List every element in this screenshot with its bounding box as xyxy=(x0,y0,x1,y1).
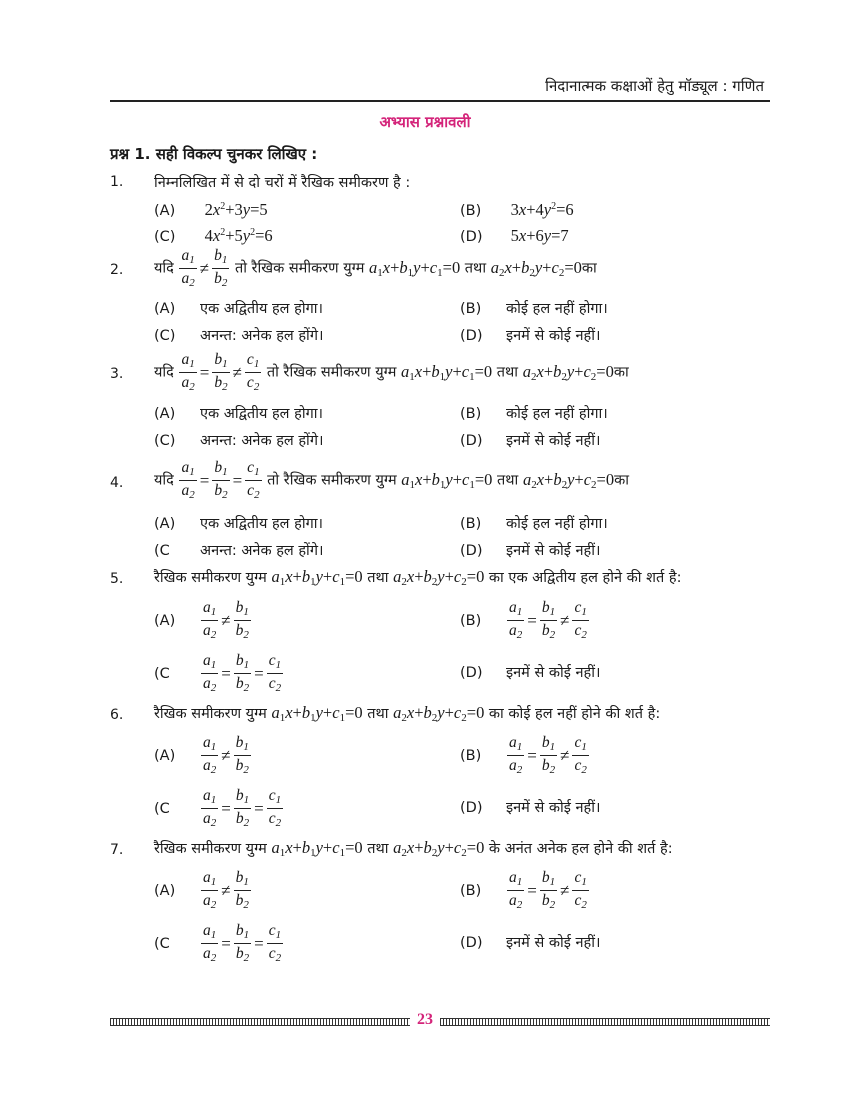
footer-ornament-right xyxy=(440,1018,770,1026)
option-c: (C $\frac{a_1}{a_2}$ = $\frac{b_1}{b_2}$ = $\frac{c_1}{c_2}$ xyxy=(154,787,282,829)
option-d: (D) इनमें से कोई नहीं। xyxy=(460,800,601,816)
option-d: (D) इनमें से कोई नहीं। xyxy=(460,665,601,681)
question-stem: रैखिक समीकरण युग्म $a_1x+b_1y+c_1=0$ तथा $a_2x+b_2y+c_2=0$ का एक अद्वितीय हल होने की शर्त है: xyxy=(154,567,682,588)
question-stem: रैखिक समीकरण युग्म $a_1x+b_1y+c_1=0$ तथा $a_2x+b_2y+c_2=0$ का कोई हल नहीं होने की शर्त है: xyxy=(154,703,661,724)
question-stem: यदि $\frac{a_1}{a_2}$ ≠ $\frac{b_1}{b_2}$ तो रैखिक समीकरण युग्म $a_1x+b_1y+c_1=0$ तथा $a_2x+b_2y+c_2=0का$ xyxy=(154,247,597,289)
section-title: अभ्यास प्रश्नावली xyxy=(379,113,471,131)
option-label: (B) xyxy=(460,203,482,219)
option-d: (D) इनमें से कोई नहीं। xyxy=(460,935,601,951)
page-header xyxy=(110,74,770,102)
option-b: (B) $\frac{a_1}{a_2}$ = $\frac{b_1}{b_2}$ ≠ $\frac{c_1}{c_2}$ xyxy=(460,599,587,641)
question-number: 3. xyxy=(110,366,124,382)
option-b: (B) $\frac{a_1}{a_2}$ = $\frac{b_1}{b_2}$ ≠ $\frac{c_1}{c_2}$ xyxy=(460,734,587,776)
option-c: (C) $4x^2+5y^2=6$ xyxy=(154,226,273,245)
header-text: निदानात्मक कक्षाओं हेतु मॉड्यूल : गणित xyxy=(545,77,764,95)
option-b: (B) कोई हल नहीं होगा। xyxy=(460,516,608,532)
question-stem: यदि $\frac{a_1}{a_2}$ = $\frac{b_1}{b_2}$ ≠ $\frac{c_1}{c_2}$ तो रैखिक समीकरण युग्म $a_1x+b_1y+c_1=0$ तथा $a_2x+b_2y+c_2=0का$ xyxy=(154,351,629,393)
option-label: (C) xyxy=(154,229,176,245)
question-number: 5. xyxy=(110,571,124,587)
question-number: 1. xyxy=(110,174,124,190)
option-a: (A) एक अद्वितीय हल होगा। xyxy=(154,406,323,422)
option-a: (A) $\frac{a_1}{a_2}$ ≠ $\frac{b_1}{b_2}$ xyxy=(154,869,249,911)
option-a: (A) $2x^2+3y=5$ xyxy=(154,200,268,219)
footer-ornament-left xyxy=(110,1018,410,1026)
option-d: (D) 5x+6y=7 xyxy=(460,226,569,245)
question-number: 6. xyxy=(110,707,124,723)
question-number: 2. xyxy=(110,262,124,278)
page-number: 23 xyxy=(417,1011,433,1028)
fraction: $\frac{a_1}{a_2}$ xyxy=(181,247,195,289)
question-number: 4. xyxy=(110,475,124,491)
question-stem: निम्नलिखित में से दो चरों में रैखिक समीकरण है : xyxy=(154,175,411,191)
option-a: (A) $\frac{a_1}{a_2}$ ≠ $\frac{b_1}{b_2}$ xyxy=(154,734,249,776)
question-stem: रैखिक समीकरण युग्म $a_1x+b_1y+c_1=0$ तथा $a_2x+b_2y+c_2=0$ के अनंत अनेक हल होने की शर्त है: xyxy=(154,838,673,859)
option-label: (A) xyxy=(154,203,176,219)
question-number: 7. xyxy=(110,842,124,858)
page-footer xyxy=(110,1013,770,1029)
option-a: (A) एक अद्वितीय हल होगा। xyxy=(154,516,323,532)
option-d: (D) इनमें से कोई नहीं। xyxy=(460,543,601,559)
fraction: $\frac{b_1}{b_2}$ xyxy=(214,247,228,289)
option-a: (A) एक अद्वितीय हल होगा। xyxy=(154,301,323,317)
option-c: (C) अनन्त: अनेक हल होंगे। xyxy=(154,433,324,449)
option-b: (B) कोई हल नहीं होगा। xyxy=(460,406,608,422)
question-stem: यदि $\frac{a_1}{a_2}$ = $\frac{b_1}{b_2}$ = $\frac{c_1}{c_2}$ तो रैखिक समीकरण युग्म $a_1x+b_1y+c_1=0$ तथा $a_2x+b_2y+c_2=0का$ xyxy=(154,459,630,501)
question-heading: प्रश्न 1. सही विकल्प चुनकर लिखिए : xyxy=(110,145,318,163)
option-d: (D) इनमें से कोई नहीं। xyxy=(460,328,601,344)
option-c: (C $\frac{a_1}{a_2}$ = $\frac{b_1}{b_2}$ = $\frac{c_1}{c_2}$ xyxy=(154,922,282,964)
option-label: (D) xyxy=(460,229,483,245)
option-c: (C) अनन्त: अनेक हल होंगे। xyxy=(154,328,324,344)
option-a: (A) $\frac{a_1}{a_2}$ ≠ $\frac{b_1}{b_2}$ xyxy=(154,599,249,641)
option-b: (B) कोई हल नहीं होगा। xyxy=(460,301,608,317)
option-b: (B) $3x+4y^2=6$ xyxy=(460,200,574,219)
option-c: (C अनन्त: अनेक हल होंगे। xyxy=(154,543,324,559)
option-d: (D) इनमें से कोई नहीं। xyxy=(460,433,601,449)
option-c: (C $\frac{a_1}{a_2}$ = $\frac{b_1}{b_2}$ = $\frac{c_1}{c_2}$ xyxy=(154,652,282,694)
option-b: (B) $\frac{a_1}{a_2}$ = $\frac{b_1}{b_2}$ ≠ $\frac{c_1}{c_2}$ xyxy=(460,869,587,911)
